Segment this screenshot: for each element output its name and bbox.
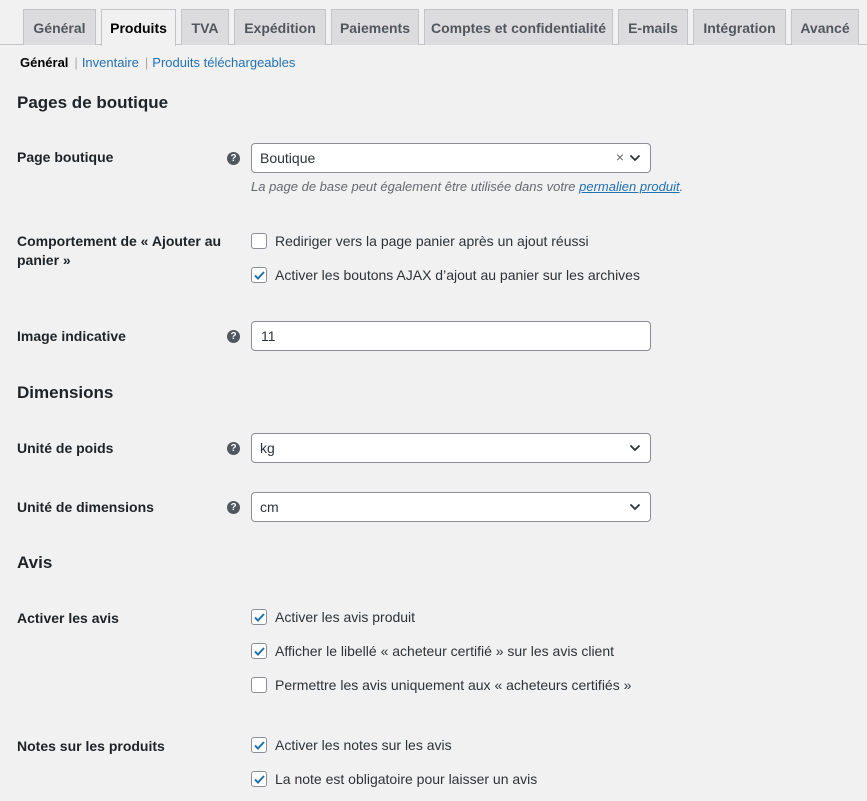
tab-expedition[interactable]: Expédition [234, 9, 326, 45]
help-icon[interactable]: ? [227, 330, 240, 343]
product-ratings-label: Notes sur les produits [17, 738, 165, 754]
checkmark-icon [253, 645, 266, 658]
subnav-produits-telechargeables[interactable]: Produits téléchargeables [152, 55, 296, 70]
weight-unit-value: kg [260, 440, 275, 456]
weight-unit-label: Unité de poids [17, 440, 114, 456]
add-to-cart-label: Comportement de « Ajouter au panier » [17, 233, 222, 268]
subnav-general[interactable]: Général [20, 55, 69, 70]
shop-page-description [251, 179, 683, 194]
placeholder-image-input[interactable] [251, 321, 651, 351]
help-icon[interactable]: ? [227, 501, 240, 514]
ajax-add-to-cart-checkbox[interactable] [251, 267, 640, 283]
redirect-cart-checkbox[interactable] [251, 233, 589, 249]
permalink-link[interactable]: permalien produit [579, 179, 680, 194]
tab-comptes[interactable]: Comptes et confidentialité [424, 9, 613, 45]
checkbox[interactable] [251, 233, 267, 249]
enable-product-reviews-checkbox[interactable] [251, 609, 415, 625]
help-icon[interactable]: ? [227, 442, 240, 455]
checkbox-label: Rediriger vers la page panier après un ajout réussi [275, 233, 589, 249]
chevron-down-icon [629, 442, 641, 454]
enable-ratings-checkbox[interactable] [251, 737, 452, 753]
tab-emails[interactable]: E-mails [618, 9, 688, 45]
checkbox[interactable] [251, 267, 267, 283]
checkmark-icon [253, 269, 266, 282]
checkmark-icon [253, 739, 266, 752]
verified-owner-label-checkbox[interactable] [251, 643, 614, 659]
shop-page-label: Page boutique [17, 149, 114, 165]
enable-reviews-label: Activer les avis [17, 610, 119, 626]
description-period: . [679, 179, 684, 194]
settings-tabs [0, 0, 867, 45]
checkbox-label: Permettre les avis uniquement aux « acheteurs certifiés » [275, 677, 632, 693]
subnav-separator: | [74, 55, 78, 70]
tab-general[interactable]: Général [23, 9, 96, 45]
checkbox[interactable] [251, 737, 267, 753]
dimension-unit-label: Unité de dimensions [17, 499, 154, 515]
checkmark-icon [253, 611, 266, 624]
tab-integration[interactable]: Intégration [693, 9, 786, 45]
help-icon[interactable]: ? [227, 152, 240, 165]
section-title-reviews: Avis [17, 553, 53, 572]
section-title-shop-pages: Pages de boutique [17, 93, 169, 112]
checkbox-label: Activer les notes sur les avis [275, 737, 452, 753]
subnav-inventaire[interactable]: Inventaire [81, 55, 139, 70]
checkbox[interactable] [251, 771, 267, 787]
checkmark-icon [253, 773, 266, 786]
dimension-unit-value: cm [260, 499, 279, 515]
chevron-down-icon [629, 501, 641, 513]
checkbox-label: Activer les boutons AJAX d’ajout au panier sur les archives [275, 267, 640, 283]
tab-tva[interactable]: TVA [181, 9, 229, 45]
placeholder-image-label: Image indicative [17, 328, 126, 344]
checkbox-label: La note est obligatoire pour laisser un avis [275, 771, 538, 787]
checkbox-label: Afficher le libellé « acheteur certifié » sur les avis client [275, 643, 615, 659]
section-title-dimensions: Dimensions [17, 383, 114, 402]
checkbox[interactable] [251, 643, 267, 659]
subsection-nav [20, 55, 295, 70]
checkbox[interactable] [251, 609, 267, 625]
shop-page-description-text: La page de base peut également être utilisée dans votre [251, 179, 576, 194]
rating-required-checkbox[interactable] [251, 771, 537, 787]
weight-unit-select[interactable] [251, 433, 651, 463]
checkbox-label: Activer les avis produit [275, 609, 416, 625]
tab-produits[interactable]: Produits [101, 9, 176, 46]
chevron-down-icon [629, 152, 641, 164]
subnav-separator: | [144, 55, 149, 70]
tab-avance[interactable]: Avancé [791, 9, 859, 45]
dimension-unit-select[interactable] [251, 492, 651, 522]
clear-icon[interactable]: × [615, 149, 624, 165]
shop-page-select[interactable] [251, 143, 651, 173]
tab-paiements[interactable]: Paiements [331, 9, 419, 45]
verified-owners-only-checkbox[interactable] [251, 677, 631, 693]
checkbox[interactable] [251, 677, 267, 693]
shop-page-value: Boutique [260, 150, 316, 166]
